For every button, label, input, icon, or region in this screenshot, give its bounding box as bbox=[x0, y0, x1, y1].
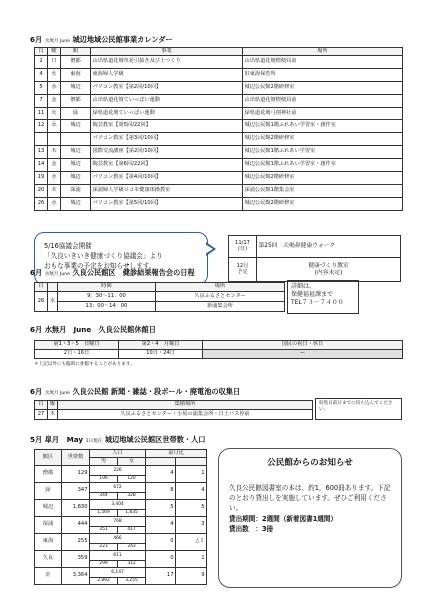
calendar-row: 12 水 城辺 陶芸教室【第5回/22回】 城辺公民館1階ふれあい学習室・創作室 bbox=[35, 120, 403, 133]
calendar-row: 2 日 僧都 山出県道花壇草花引抜き及び土つくり 山出県道花壇標便局前 bbox=[35, 56, 403, 69]
calendar-header: 館 bbox=[61, 48, 91, 56]
event-table: 11/17 (日) 第25回 天嶋鼻健康ウォーク 12月 予定 健康づくり教室 (内容未定) bbox=[228, 235, 401, 282]
calendar-table bbox=[34, 47, 403, 211]
garbage-title: 6月 水無月 June 久良公民館 新聞・雑誌・段ボール・廃電池の収集日 bbox=[30, 387, 241, 396]
health-info-box: 詳細は、 保健福祉課まで TEL７３－７４００ bbox=[287, 280, 359, 314]
calendar-row: 11 火 緑 緑県道花壇ていっぱい運動 緑県道花壇弓削神社前 bbox=[35, 107, 403, 120]
notice-period: 貸出期間：2週間（新着図書1週間） bbox=[229, 514, 338, 523]
calendar-row: 19 水 城辺 パソコン教室【第4回/10回】 城辺公民館2階研修室 bbox=[35, 172, 403, 185]
health-title: 6月 水無月 June 久良公民館区 健診結果報告会の日程 bbox=[30, 268, 195, 277]
population-row: 緑 347 672 8 4 bbox=[35, 483, 207, 493]
population-row: 深浦 444 768 4 3 bbox=[35, 517, 207, 527]
library-notice bbox=[218, 448, 402, 588]
callout-line-1: 5/16協議会開催 bbox=[44, 242, 92, 250]
calendar-row: パソコン教室【第3回/10回】 城辺公民館2階研修室 bbox=[35, 133, 403, 146]
population-row: 東海 255 466 0 △１ bbox=[35, 534, 207, 544]
calendar-header: 曜 bbox=[48, 48, 61, 56]
calendar-title: 6月 水無月 June 城辺地域公民館事業カレンダー bbox=[30, 35, 173, 44]
population-row: 久良 359 611 0 1 bbox=[35, 551, 207, 561]
calendar-header: 事業 bbox=[91, 48, 243, 56]
population-table: 館区 世帯数 人口 前月比 男 女 僧都 129 226 4 1 106 120 緑 347 672 8 4 344 328 城辺 1,830 3,404 5 5 1,569 1,835 深浦 444 768 4 3 351 417 東海 255 466 0 △１ 223 243 久良 359 611 0 1 299 312 計 3,364 6,147 17 9 2,892 3,255 bbox=[34, 449, 207, 585]
notice-body: 久良公民館図書室の本は、約1，600冊あります。下記のとおり貸出しを実施しています。ぜひご利用ください。 bbox=[229, 483, 391, 513]
calendar-row: 26 水 城辺 パソコン教室【第5回/10回】 城辺公民館2階研修室 bbox=[35, 197, 403, 210]
callout-line-2: 「久良いきいき健康づくり協議会」より bbox=[44, 252, 163, 261]
calendar-row: 14 金 城辺 陶芸教室【第6回/22回】 城辺公民館1階ふれあい学習室・創作室 bbox=[35, 159, 403, 172]
calendar-row: 13 木 城辺 国際交流講座【第2回/10回】 城辺公民館1階ふれあい学習室 bbox=[35, 146, 403, 159]
closed-table: 第1・3・5 日曜日 第2・4 月曜日 国民の祝日・休日 2日・16日 10日・24日 ー bbox=[34, 340, 403, 359]
closed-note: ＊上記以外にも臨時に休館することがあります。 bbox=[34, 362, 135, 367]
callout-line-3: おもな事業の予定をお知らせします。 bbox=[44, 262, 156, 271]
notice-count: 貸出数 ：3冊 bbox=[229, 524, 274, 533]
notice-heading: 公民館からのお知らせ bbox=[267, 458, 353, 468]
closed-title: 6月 水無月 June 久良公民館休館日 bbox=[30, 325, 156, 334]
calendar-row: 4 火 東海 東海婦人学級 旧東海保育所 bbox=[35, 68, 403, 81]
event-walk: 第25回 天嶋鼻健康ウォーク bbox=[257, 236, 401, 258]
garbage-side-note: 収集日前日までに持ち込んでください。 bbox=[315, 398, 402, 420]
event-class: 健康づくり教室 bbox=[308, 262, 349, 269]
calendar-row: 7 金 僧都 山出県道花壇ていっぱい運動 山出県道花壇標便局前 bbox=[35, 94, 403, 107]
population-row: 計 3,364 6,147 17 9 bbox=[35, 568, 207, 578]
calendar-header: 場所 bbox=[243, 48, 403, 56]
calendar-header: 日 bbox=[35, 48, 48, 56]
population-row: 城辺 1,830 3,404 5 5 bbox=[35, 500, 207, 510]
garbage-table: 日 曜 集積場所 27 木 久良ふるさとセンター・小屋の浦集会所・日土バス停前 bbox=[34, 400, 313, 420]
calendar-row: 5 水 城辺 パソコン教室【第2回/10回】 城辺公民館2階研修室 bbox=[35, 81, 403, 94]
calendar-row: 20 木 深浦 深浦婦人学級ロコモ健康体操教室 深浦公民館1階集会室 bbox=[35, 184, 403, 197]
population-title: 5月 皐月 May 1日現在 城辺地域公民館区世帯数・人口 bbox=[30, 435, 206, 444]
population-row: 僧都 129 226 4 1 bbox=[35, 466, 207, 476]
health-table: 日 時間 場所 26 水 9：30〜11：00 久良ふるさとセンター 13：00〜14：00 新浦集会所 bbox=[34, 282, 285, 312]
